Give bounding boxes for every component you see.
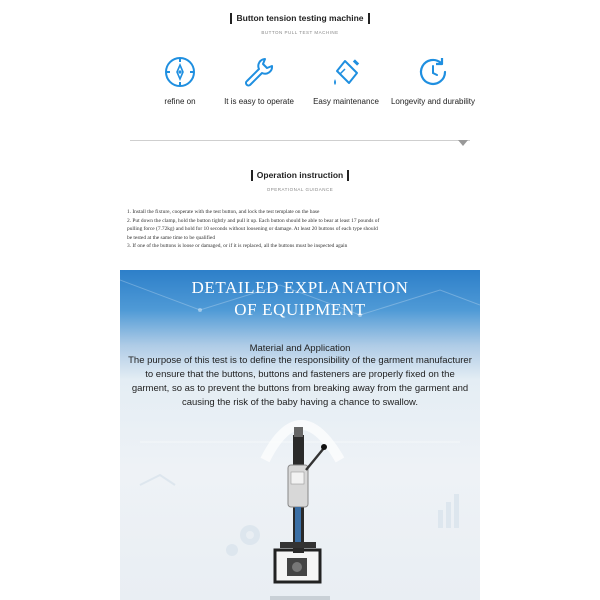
clock-refresh-icon <box>416 55 450 89</box>
feature-label: refine on <box>164 97 196 106</box>
operation-subtitle: OPERATIONAL GUIDANCE <box>266 187 334 192</box>
operation-step-line: 1. Install the fixture, cooperate with the test button, and lock the test template on the base <box>127 209 320 215</box>
operation-title-block <box>120 165 480 192</box>
operation-step-line: be tested at the same time to be qualified <box>127 234 216 241</box>
feature-easy-operate <box>214 55 304 106</box>
divider-arrow-icon <box>458 140 468 146</box>
feature-label: Easy maintenance <box>313 97 379 106</box>
material-title: Material and Application <box>249 343 351 354</box>
feature-label: Longevity and durability <box>390 97 476 106</box>
operation-step-line: 2. Put down the clamp, hold the button tightly and pull it up. Each button should be able to bear at least 17 pounds of <box>127 217 380 224</box>
material-paragraph: The purpose of this test is to define the responsibility of the garment manufacturer to ensure that the buttons, buttons and fasteners are properly fixed on the garment, so as to prevent the buttons from breaking away from the garment and causing the risk of the baby having a chance to swallow. <box>128 355 472 408</box>
section-divider <box>130 140 470 141</box>
feature-maintenance <box>301 55 391 106</box>
product-title-block <box>120 8 480 35</box>
product-title: Button tension testing machine <box>230 13 369 24</box>
equipment-banner <box>120 270 480 600</box>
product-intro-section <box>120 0 480 270</box>
product-subtitle: BUTTON PULL TEST MACHINE <box>261 30 339 35</box>
compass-icon <box>163 55 197 89</box>
operation-steps <box>127 208 477 251</box>
feature-label: It is easy to operate <box>224 97 294 106</box>
feature-durability <box>388 55 478 106</box>
paint-bucket-icon <box>329 55 363 89</box>
tester-machine-image <box>270 427 330 600</box>
banner-title-line2: OF EQUIPMENT <box>234 300 366 319</box>
wrench-icon <box>242 55 276 89</box>
banner-title-line1: DETAILED EXPLANATION <box>191 278 409 297</box>
operation-step-line: 3. If one of the buttons is loose or damaged, or if it is replaced, all the buttons must be inspected again <box>127 243 348 250</box>
feature-refine <box>135 55 225 106</box>
operation-step-line: pulling force (7.72kg) and hold for 10 seconds without loosening or damage. At least 20 buttons of each type should <box>127 226 378 233</box>
operation-title: Operation instruction <box>251 170 349 181</box>
